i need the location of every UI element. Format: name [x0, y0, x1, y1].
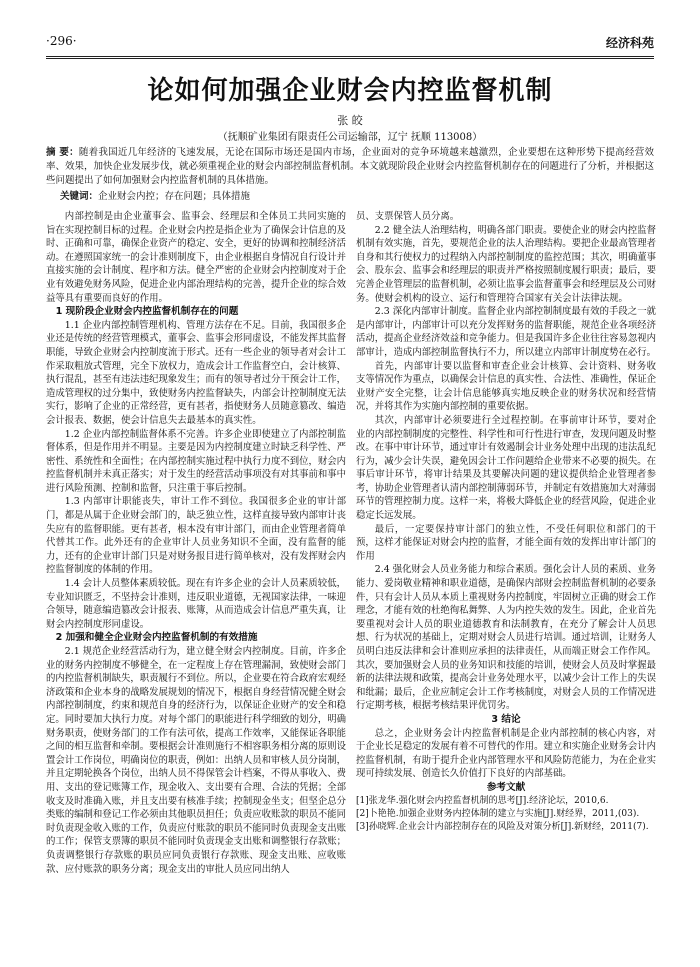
body-column-left: [46, 210, 346, 876]
body-paragraph: 员、支票保管人员分离。: [356, 211, 460, 222]
body-paragraph: 最后，一定要保持审计部门的独立性，不受任何职位和部门的干预，这样才能保证对财会内控的监督，才能全面有效的发挥出审计部门的作用: [356, 523, 657, 562]
body-paragraph: 1.3 内部审计职能丧失，审计工作不到位。我国很多企业的审计部门，都是从属于企业财会部门的，缺乏独立性，这样直接导致内部审计丧失应有的监督职能。更有甚者，根本没有审计部门，而由企业管理者简单代替其工作。此外还有的企业审计人员业务知识不全面，没有监督的能力，还有的企业审计部门只是对财务报目进行简单核对，没有发挥财会内控监督制度的体制的作用。: [46, 496, 347, 576]
header-rule-double: [46, 58, 654, 59]
body-paragraph: 2.1 规范企业经营活动行为，建立健全财会内控制度。目前，许多企业的财务内控制度不够健全，在一定程度上存在管理漏洞，致使财会部门的内控监督机制缺失，职责履行不到位。所以，企业要在符合政府宏观经济政策和企业本身的战略发展规划的情况下，根据自身经营情况健全财会内部控制制度，约束和规范自身的经济行为，以保证企业财产的安全和稳定。同时要加大执行力度。对每个部门的职能进行科学细致的划分，明确财务职责，使财务部门的工作有法可依，提高工作效率，又能保证各职能之间的相互监督和牵制。要根据会计准则施行不相容职务相分离的原则设置会计工作岗位，明确岗位的职责，例如：出纳人员和审核人员分岗制，并且定期轮换各个岗位，出纳人员不得保管会计档案，不得从事收入、费用、支出的登记账簿工作，现金收入、支出要有合理、合法的凭据；全部收支及时准确入账，并且支出要有核准手续；控制现金坐支；但坚企总分类账的编制和登记工作必须由其他职员担任；负责应收账款的职员不能同时负责现金收入账的工作，负责应付账款的职员不能同时负责现金支出账的工作；保管支票簿的职员不能同时负责现金支出账和调整银行存款账；负责调整银行存款账的职员应同负责银行存款账、现金支出账、应收账款、应付账款的职务分离；现金支出的审批人员应同出纳人: [46, 646, 347, 875]
reference-item: [2]卜艳艳.加强企业财务内控体制的建立与实施[J].财经界，2011,(03).: [356, 808, 640, 819]
author-affiliation: （抚顺矿业集团有限责任公司运输部，辽宁 抚顺 113008）: [217, 132, 483, 143]
header-rule: [46, 56, 654, 57]
section-heading: 2 加强和健全企业财会内控监督机制的有效措施: [55, 632, 258, 644]
body-paragraph: 内部控制是由企业董事会、监事会、经理层和全体员工共同实施的旨在实现控制目标的过程。企业财会内控是指企业为了确保会计信息的及时、正确和可靠，确保企业资产的稳定、安全，更好的协调和控制经济活动。在遵照国家统一的会计准则制度下，由企业根据自身情况自行设计并直接实施的会计制度、程序和方法。健全严密的企业财会内控制度对于企业有效避免财务风险，促进企业内部治理结构的完善，提升企业的综合效益等具有重要而良好的作用。: [46, 211, 347, 304]
article-author: 张 皎: [337, 114, 363, 127]
body-paragraph: 首先，内部审计要以监督和审查企业会计核算、会计资料、财务收支等情况作为重点，以确保会计信息的真实性、合法性、准确性，保证企业财产安全完整，让会计信息能够真实地反映企业的财务状况和经营情况，并将其作为实施内部控制的重要依据。: [356, 360, 657, 413]
section-heading: 参考文献: [486, 781, 526, 793]
body-paragraph: 总之，企业财务会计内控监督机制是企业内部控制的核心内容，对于企业长足稳定的发展有着不可替代的作用。建立和实施企业财务会计内控监督机制，有助于提升企业内部管理水平和风险防范能力，为在企业实现可持续发展、创造长久价值打下良好的内部基础。: [356, 727, 657, 780]
section-heading: 1 现阶段企业财会内控监督机制存在的问题: [55, 306, 239, 318]
body-paragraph: 1.1 企业内部控制管理机构、管理方法存在不足。目前，我国很多企业还是传统的经营管理模式，董事会、监事会形同虚设，不能发挥其监督职能，导致企业财会内控制度流于形式。还有一些企业的领导者对会计工作采取粗放式管理，完全下放权力，造成会计工作监督空白，会计核算、执行混乱，甚至有违法违纪现象发生；而有的领导者过分干预会计工作，造成管理权的过分集中，致使财务内控监督缺失，内部会计控制制度无法实行，影响了企业的正常经营，更有甚者，指使财务人员随意篡改、编造会计报表、数据，使会计信息失去最基本的真实性。: [46, 319, 347, 426]
reference-item: [3]孙晓辉.企业会计内部控制存在的风险及对策分析[J].新财经，2011(7).: [356, 821, 649, 832]
body-column-right: [356, 210, 656, 834]
abstract-text: 随着我国近几年经济的飞速发展，无论在国际市场还是国内市场，企业面对的竞争环境越来越激烈，企业要想在这种形势下提高经营效率、效果，加快企业发展步伐，就必须重视企业的财会内部控制监督机制。本文就现阶段企业财会内控监督机制存在的问题进行了分析，并根据这些问题提出了如何加强财会内控监督机制的具体措施。: [46, 147, 655, 186]
body-paragraph: 1.4 会计人员整体素质较低。现在有许多企业的会计人员素质较低，专业知识匮乏，不坚持会计准则，违反职业道德，无视国家法律，一味迎合领导，随意编造篡改会计报表、账簿，从而造成会计信息严重失真，让财会内控制度形同虚设。: [46, 578, 347, 630]
page-number: ·296·: [46, 34, 77, 48]
section-heading: 3 结论: [491, 713, 521, 725]
abstract-label: 摘 要：: [46, 147, 79, 158]
body-paragraph: 2.4 强化财会人员业务能力和综合素质。强化会计人员的素质、业务能力、爱岗敬业精神和职业道德，是确保内部财会控制监督机制的必要条件，只有会计人员从本质上重视财务内控制度，牢固树立正确的财会工作理念，才能有效的杜绝徇私舞弊、人为内控失效的发生。因此，企业首先要重视对会计人员的职业道德教育和法制教育，在充分了解会计人员思想、行为状况的基础上，定期对财会人员进行培训。通过培训，让财务人员明白违反法律和会计准则应承担的法律责任，从而端正财会工作作风。其次，要加强财会人员的业务知识和技能的培训，使财会人员及时掌握最新的法律法规和政策，提高会计业务处理水平，以减少会计工作上的失误和纰漏；最后，企业应制定会计工作考核制度，对财会人员的工作情况进行定期考核，根据考核结果评优罚劣。: [356, 564, 657, 712]
body-paragraph: 其次，内部审计必须要进行全过程控制。在事前审计环节，要对企业的内部控制制度的完整性、科学性和可行性进行审查，发现问题及时整改。在事中审计环节，通过审计有效遏制会计业务处理中出现的违法乱纪行为，减少会计失误，避免因会计工作问题给企业带来不必要的损失。在事后审计环节，将审计结果及其要解决问题的建议提供给企业管理者参考，协助企业管理者认清内部控制薄弱环节，并制定有效措施加大对薄弱环节的管理控制力度。这样一来，将极大降低企业的经营风险，促进企业稳定长远发展。: [356, 414, 657, 522]
keywords-text: 企业财会内控；存在问题；具体措施: [98, 191, 251, 202]
article-title: 论如何加强企业财会内控监督机制: [147, 76, 553, 106]
running-header: [46, 34, 654, 54]
abstract: [46, 146, 654, 188]
journal-name: 经济科苑: [605, 36, 654, 50]
body-paragraph: 1.2 企业内部控制监督体系不完善。许多企业即使建立了内部控制监督体系，但是作用并不明显。主要是因为内控制度建立时缺乏科学性、严密性、系统性和全面性；在内部控制实施过程中执行力度不到位，财会内控监督机制并未真正落实；对于发生的经营活动事项没有对其事前和事中进行风险预测、控制和监督，只注重于事后控制。: [46, 428, 347, 494]
keywords: [60, 190, 654, 204]
keywords-label: 关键词：: [60, 191, 99, 202]
body-paragraph: 2.2 健全法人治理结构，明确各部门职责。要使企业的财会内控监督机制有效实施，首先，要规范企业的法人治理结构。要把企业最高管理者自身和其行使权力的过程纳入内部控制制度的监控范围；其次，明确董事会、股东会、监事会和经理层的职责并严格按照制度履行职责；最后，要完善企业管理层的监督机制，必须让监事会监督董事会和经理层及公司财务。使财会机构的设立、运行和管理符合国家有关会计法律法规。: [356, 224, 657, 304]
reference-item: [1]张龙华.强化财会内控监督机制的思考[J].经济论坛，2010,6.: [356, 795, 609, 806]
body-paragraph: 2.3 深化内部审计制度。监督企业内部控制制度最有效的手段之一就是内部审计，内部审计可以充分发挥财务的监督职能，规范企业各项经济活动，提高企业经济效益和竞争能力。但是我国许多企业往往容易忽视内部审计，造成内部控制监督执行不力，所以建立内部审计制度势在必行。: [356, 306, 657, 358]
